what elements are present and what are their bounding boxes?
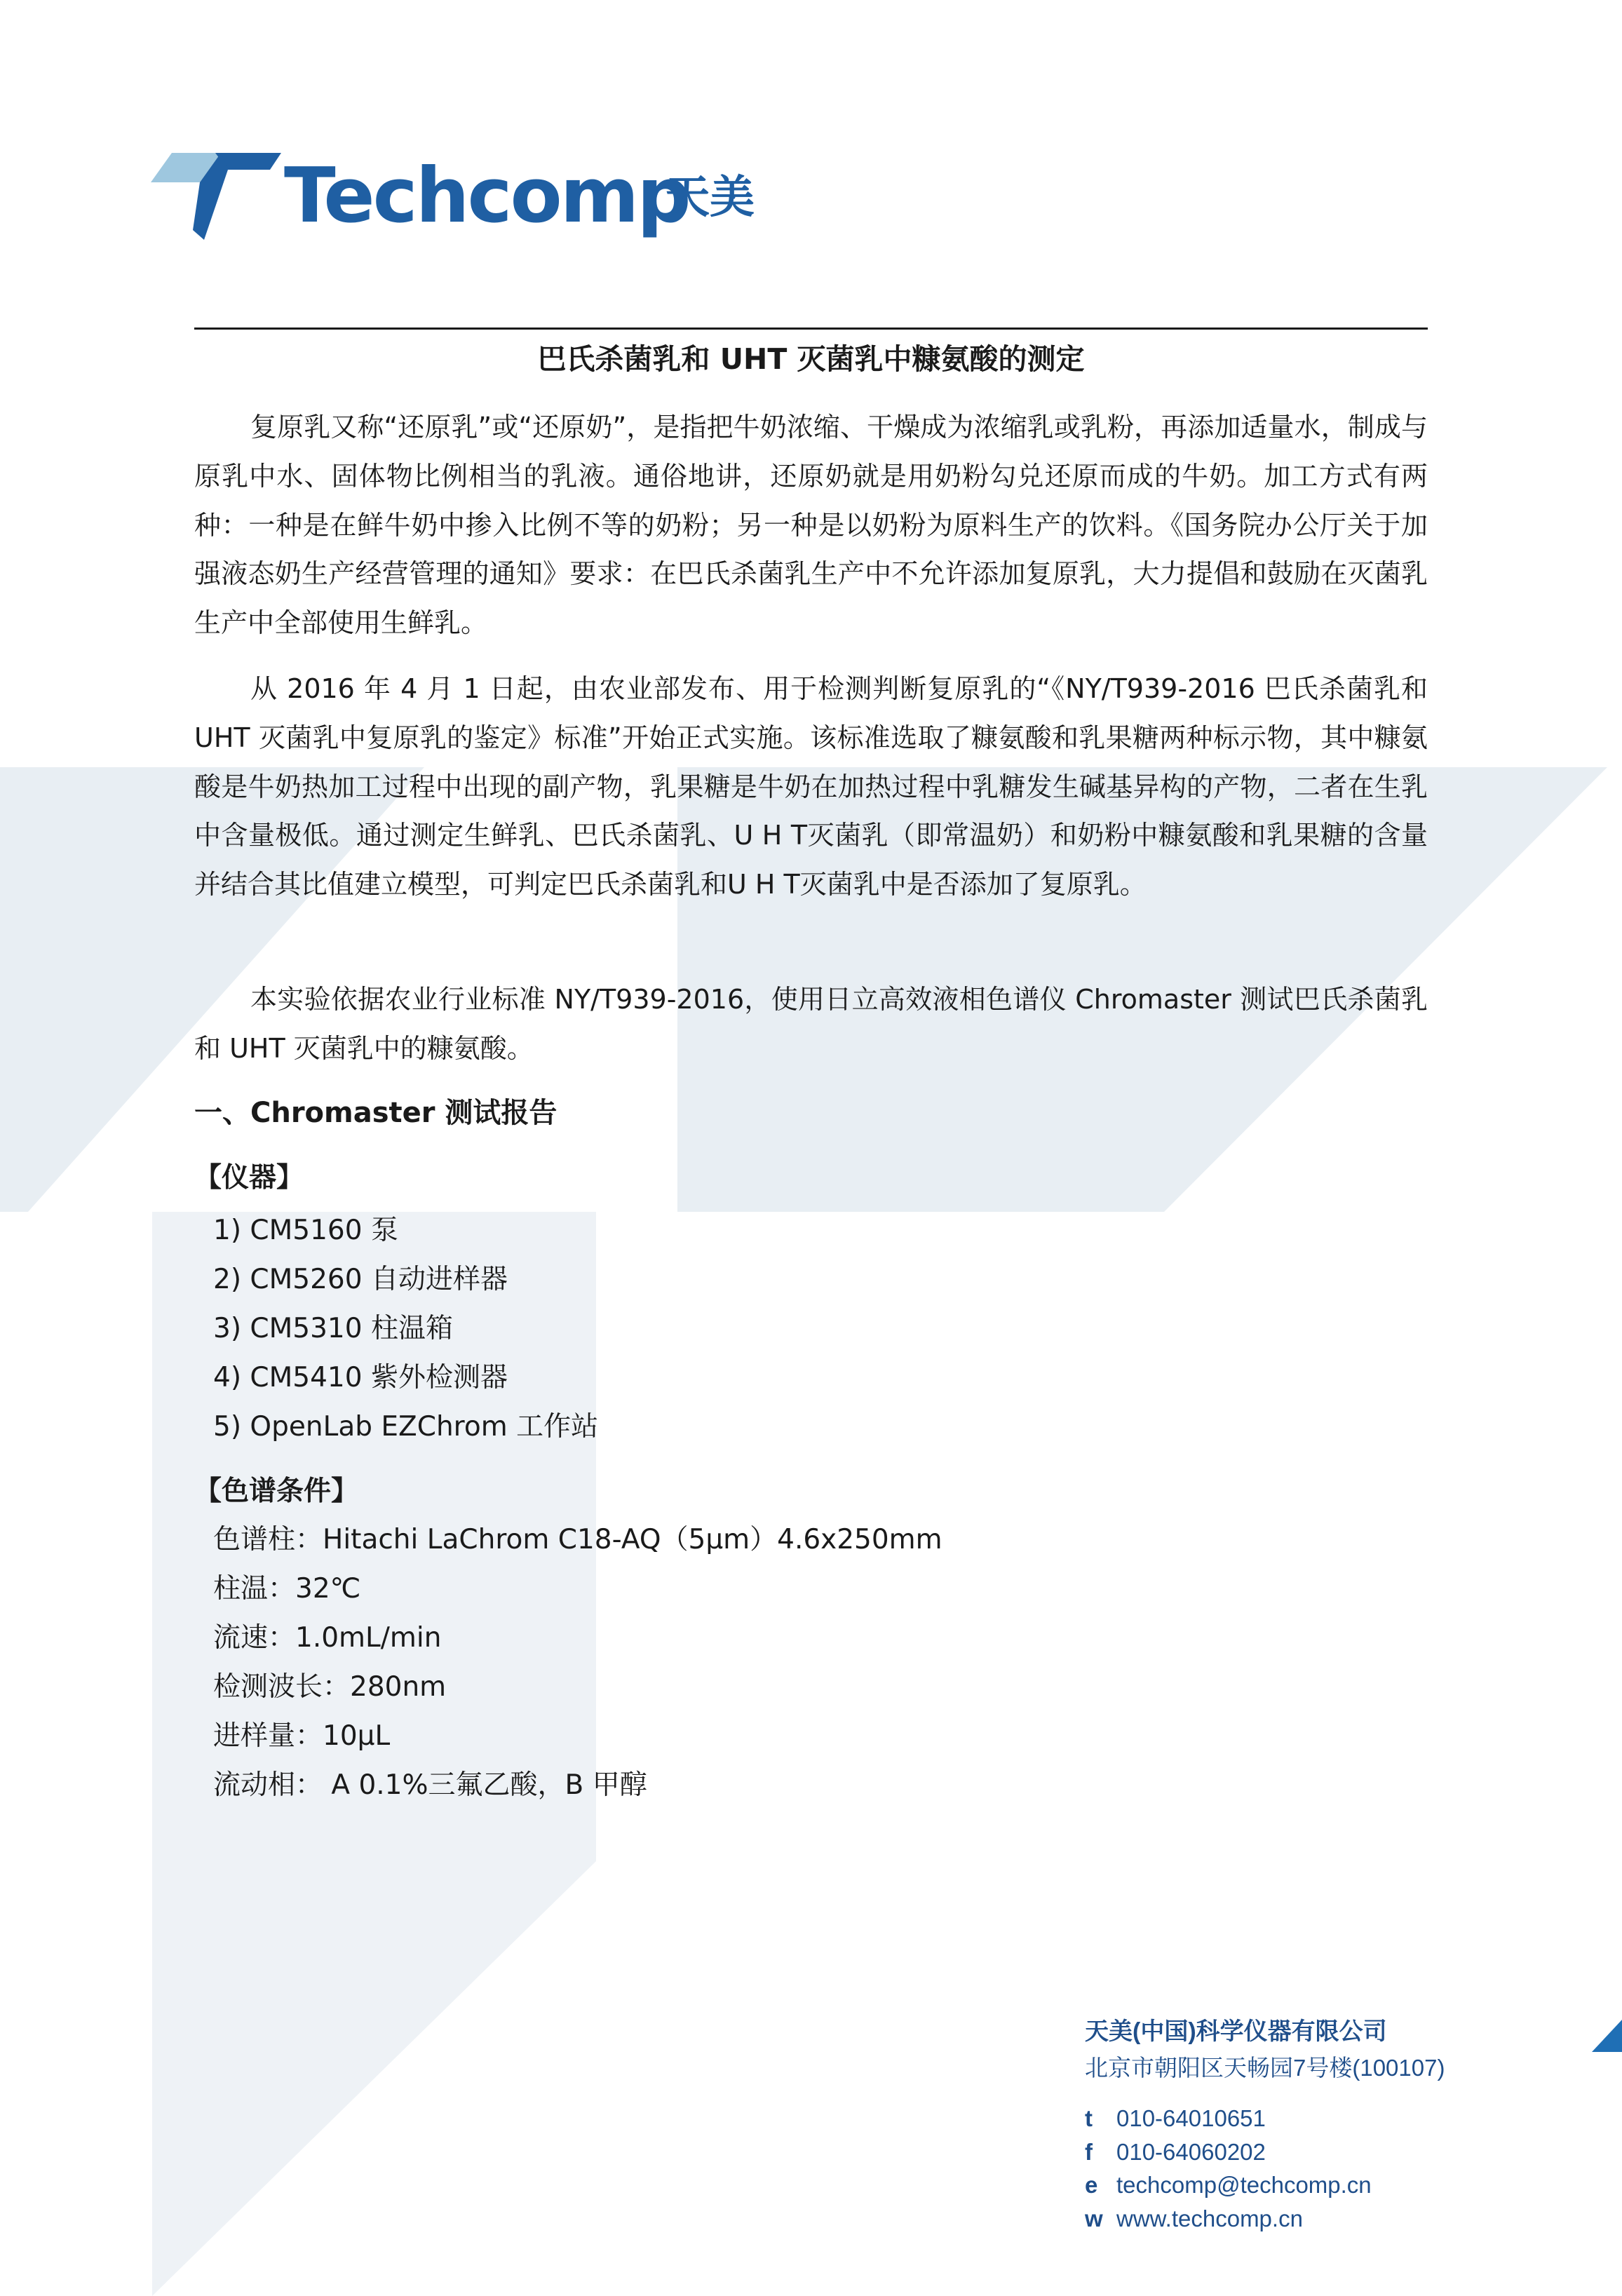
techcomp-logo-icon	[151, 153, 284, 240]
footer-website: w www.techcomp.cn	[1085, 2206, 1303, 2231]
list-item: 色谱柱：Hitachi LaChrom C18-AQ（5μm）4.6x250mm	[213, 1524, 942, 1555]
list-item: 进样量：10μL	[213, 1720, 391, 1752]
phone-number: 010-64010651	[1116, 2105, 1266, 2131]
conditions-heading: 【色谱条件】	[194, 1475, 359, 1507]
section-heading: 一、Chromaster 测试报告	[194, 1097, 557, 1129]
header-divider	[194, 327, 1428, 330]
list-item: 流动相： A 0.1%三氟乙酸，B 甲醇	[213, 1769, 647, 1801]
email-link[interactable]: techcomp@techcomp.cn	[1116, 2172, 1372, 2198]
list-item: 柱温：32℃	[213, 1573, 361, 1605]
list-item: 5) OpenLab EZChrom 工作站	[213, 1411, 599, 1443]
footer-email: e techcomp@techcomp.cn	[1085, 2172, 1372, 2198]
footer-corner-icon	[1592, 2020, 1622, 2052]
footer-company-name: 天美(中国)科学仪器有限公司	[1085, 2018, 1387, 2045]
footer-address: 北京市朝阳区天畅园7号楼(100107)	[1085, 2055, 1445, 2081]
website-link[interactable]: www.techcomp.cn	[1116, 2206, 1303, 2231]
list-item: 1) CM5160 泵	[213, 1215, 398, 1246]
condition-list	[213, 1515, 942, 1810]
list-item: 3) CM5310 柱温箱	[213, 1313, 453, 1344]
document-title: 巴氏杀菌乳和 UHT 灭菌乳中糠氨酸的测定	[537, 342, 1085, 376]
paragraph-intro: 复原乳又称“还原乳”或“还原奶”，是指把牛奶浓缩、干燥成为浓缩乳或乳粉，再添加适量水，制成与原乳中水、固体物比例相当的乳液。通俗地讲，还原奶就是用奶粉勾兑还原而成的牛奶。加工方式有两种：一种是在鲜牛奶中掺入比例不等的奶粉；另一种是以奶粉为原料生产的饮料。《国务院办公厅关于加强液态奶生产经营管理的通知》要求：在巴氏杀菌乳生产中不允许添加复原乳，大力提倡和鼓励在灭菌乳生产中全部使用生鲜乳。	[194, 412, 1428, 639]
list-item: 检测波长：280nm	[213, 1671, 447, 1703]
instruments-heading: 【仪器】	[194, 1162, 304, 1194]
paragraph-standard: 从 2016 年 4 月 1 日起，由农业部发布、用于检测判断复原乳的“《NY/T939-2016 巴氏杀菌乳和 UHT 灭菌乳中复原乳的鉴定》标准”开始正式实施。该标准选取了糠氨酸和乳果糖两种标示物，其中糠氨酸是牛奶热加工过程中出现的副产物，乳果糖是牛奶在加热过程中乳糖发生碱基异构的产物，二者在生乳中含量极低。通过测定生鲜乳、巴氏杀菌乳、U H T灭菌乳（即常温奶）和奶粉中糠氨酸和乳果糖的含量并结合其比值建立模型，可判定巴氏杀菌乳和U H T灭菌乳中是否添加了复原乳。	[194, 673, 1428, 900]
instrument-list	[213, 1206, 598, 1452]
paragraph-method: 本实验依据农业行业标准 NY/T939-2016，使用日立高效液相色谱仪 Chromaster 测试巴氏杀菌乳和 UHT 灭菌乳中的糠氨酸。	[194, 984, 1428, 1064]
list-item: 4) CM5410 紫外检测器	[213, 1362, 508, 1393]
logo-wordmark: Techcomp	[284, 152, 689, 240]
list-item: 流速：1.0mL/min	[213, 1622, 442, 1654]
footer-fax: f 010-64060202	[1085, 2139, 1266, 2165]
fax-number: 010-64060202	[1116, 2139, 1266, 2165]
list-item: 2) CM5260 自动进样器	[213, 1264, 508, 1295]
logo-chinese-name: 天美	[665, 172, 755, 224]
footer-phone: t 010-64010651	[1085, 2105, 1266, 2131]
